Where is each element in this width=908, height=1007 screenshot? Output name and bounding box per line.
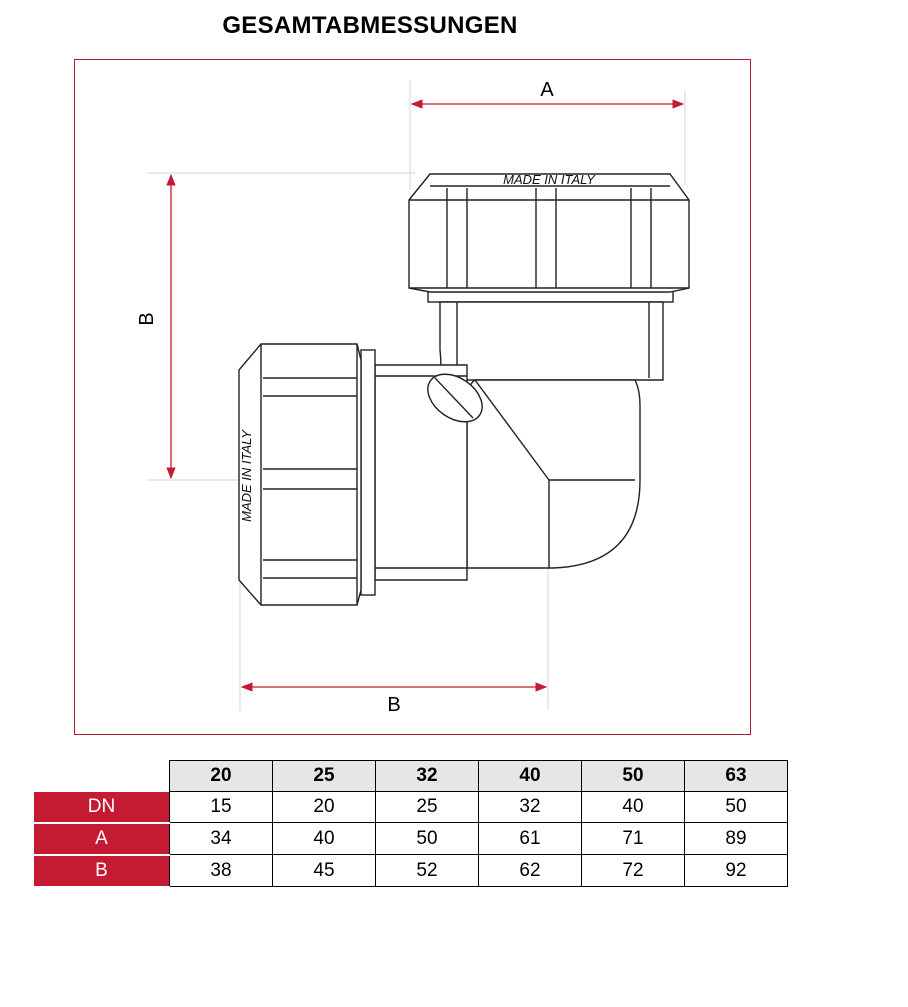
row-label-b: B bbox=[34, 855, 170, 887]
table-corner bbox=[34, 761, 170, 792]
table-cell: 38 bbox=[170, 855, 273, 887]
top-compression-nut bbox=[409, 172, 689, 292]
table-cell: 89 bbox=[685, 823, 788, 855]
row-label-dn: DN bbox=[34, 792, 170, 823]
left-nut-engraving: MADE IN ITALY bbox=[239, 430, 254, 522]
table-cell: 72 bbox=[582, 855, 685, 887]
table-row bbox=[34, 855, 788, 887]
table-row bbox=[34, 823, 788, 855]
table-cell: 61 bbox=[479, 823, 582, 855]
table-cell: 50 bbox=[376, 823, 479, 855]
row-label-a: A bbox=[34, 823, 170, 855]
table-header-cell: 20 bbox=[170, 761, 273, 792]
page-title: GESAMTABMESSUNGEN bbox=[222, 12, 518, 39]
table-header-row bbox=[34, 761, 788, 792]
left-pipe-neck bbox=[361, 350, 375, 595]
table-cell: 45 bbox=[273, 855, 376, 887]
table-cell: 20 bbox=[273, 792, 376, 823]
table-cell: 62 bbox=[479, 855, 582, 887]
table-header-cell: 25 bbox=[273, 761, 376, 792]
dimension-table bbox=[34, 760, 788, 888]
elbow-fitting bbox=[361, 290, 673, 595]
table-cell: 92 bbox=[685, 855, 788, 887]
table-cell: 25 bbox=[376, 792, 479, 823]
top-pipe-body bbox=[435, 302, 663, 380]
table-header-cell: 63 bbox=[685, 761, 788, 792]
left-compression-nut bbox=[239, 344, 361, 605]
table-header-cell: 50 bbox=[582, 761, 685, 792]
elbow-bend bbox=[467, 380, 640, 568]
table-cell: 50 bbox=[685, 792, 788, 823]
table-cell: 15 bbox=[170, 792, 273, 823]
table-cell: 32 bbox=[479, 792, 582, 823]
table-header-cell: 40 bbox=[479, 761, 582, 792]
table-cell: 40 bbox=[582, 792, 685, 823]
dimension-b-horizontal-label: B bbox=[387, 694, 401, 716]
table-row bbox=[34, 792, 788, 823]
dimension-b-vertical-label: B bbox=[136, 312, 158, 326]
dimension-a-label: A bbox=[540, 79, 554, 101]
table-cell: 52 bbox=[376, 855, 479, 887]
technical-drawing bbox=[74, 59, 751, 735]
table-cell: 71 bbox=[582, 823, 685, 855]
table-cell: 34 bbox=[170, 823, 273, 855]
table-cell: 40 bbox=[273, 823, 376, 855]
table-header-cell: 32 bbox=[376, 761, 479, 792]
top-nut-engraving: MADE IN ITALY bbox=[503, 172, 595, 187]
